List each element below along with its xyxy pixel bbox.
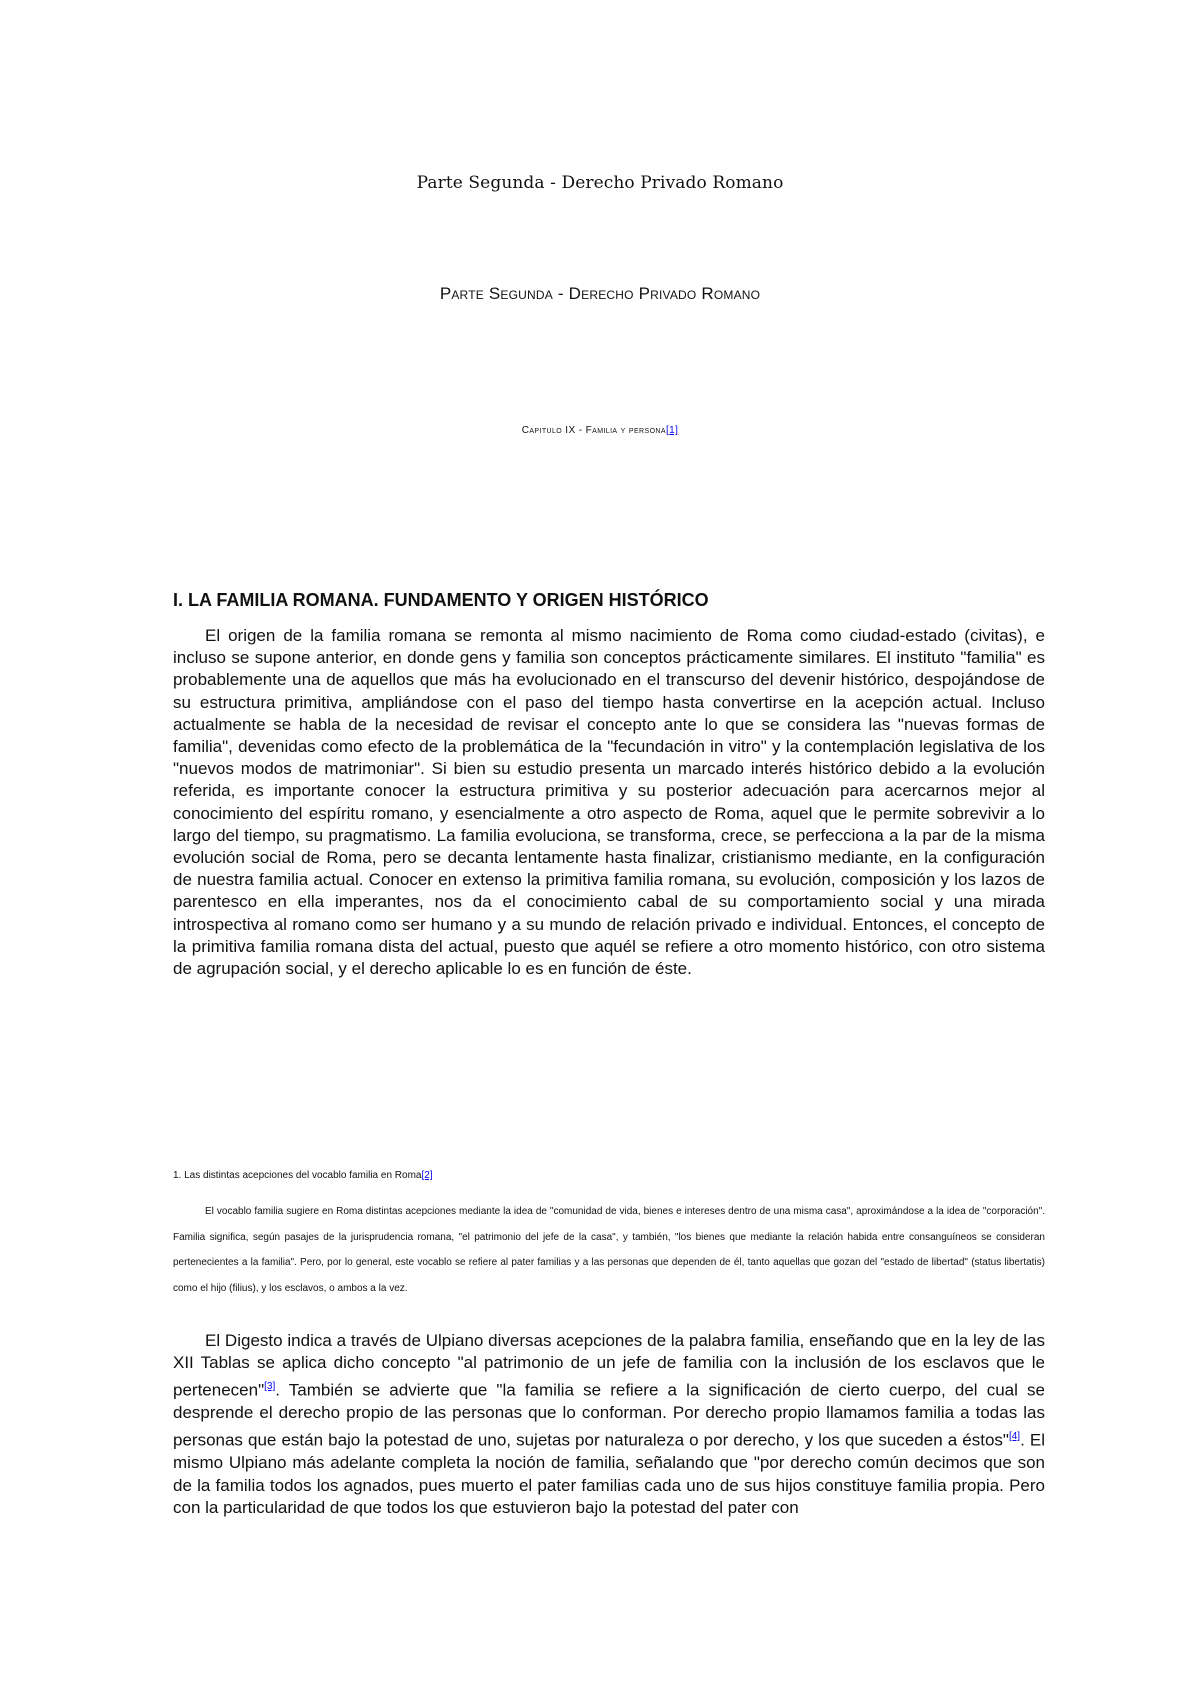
running-head: Parte Segunda - Derecho Privado Romano (416, 173, 784, 193)
subsection-text: El vocablo familia sugiere en Roma distintas acepciones mediante la idea de "comunidad de vida, bienes e intereses dentro de una misma casa", aproximándose a la idea de "corporación". Familia significa, según pasajes de la jurisprudencia romana, "el patrimonio del jefe de la casa", y también, "los bienes que mediante la relación habida entre consanguíneos se consideran pertenecientes a la familia". Pero, por lo general, este vocablo se refiere al pater familias y a las personas que dependen de él, tanto aquellas que gozan del "estado de libertad" (status libertatis) como el hijo (filius), y los esclavos, o ambos a la vez. (173, 1206, 1045, 1294)
footnote-link-2[interactable]: [2] (421, 1170, 433, 1181)
chapter-title (0, 425, 1200, 436)
section-heading: I. LA FAMILIA ROMANA. FUNDAMENTO Y ORIGEN HISTÓRICO (173, 590, 709, 610)
body-paragraph-2 (173, 1330, 1045, 1519)
subsection-heading (173, 1170, 1053, 1181)
footnote-link-1[interactable]: [1] (665, 425, 679, 436)
p2-text-c: . El mismo Ulpiano más adelante completa la noción de familia, señalando que "por derecho común decimos que son de la familia todos los agnados, pues muerto el pater familias cada uno de sus hijos constituye familia propia. Pero con la particularidad de que todos los que estuvieron bajo la potestad del pater con (173, 1431, 1045, 1517)
footnote-link-3[interactable]: [3] (264, 1381, 276, 1393)
subsection-heading-text: 1. Las distintas acepciones del vocablo familia en Roma (173, 1170, 422, 1181)
body-paragraph-1: El origen de la familia romana se remonta al mismo nacimiento de Roma como ciudad-estado (civitas), e incluso se supone anterior, en donde gens y familia son conceptos prácticamente similares. El instituto "familia" es probablemente una de aquellos que más ha evolucionado en el transcurso del devenir histórico, despojándose de su estructura primitiva, ampliándose con el paso del tiempo hasta convertirse en la acepción actual. Incluso actualmente se habla de la necesidad de revisar el concepto ante lo que se considera las "nuevas formas de familia", devenidas como efecto de la problemática de la "fecundación in vitro" y la contemplación legislativa de los "nuevos modos de matrimoniar". Si bien su estudio presenta un marcado interés histórico debido a la evolución referida, es importante conocer la estructura primitiva y su posterior adecuación para acercarnos mejor al conocimiento del espíritu romano, y esencialmente a otro aspecto de Roma, aquel que le permite sobrevivir a lo largo del tiempo, su pragmatismo. La familia evoluciona, se transforma, crece, se perfecciona a la par de la misma evolución social de Roma, pero se decanta lentamente hasta finalizar, cristianismo mediante, en la configuración de nuestra familia actual. Conocer en extenso la primitiva familia romana, su evolución, composición y los lazos de parentesco en ella imperantes, nos da el conocimiento cabal de su comportamiento social y una mirada introspectiva al romano como ser humano y a su mundo de relación privado e individual. Entonces, el concepto de la primitiva familia romana dista del actual, puesto que aquél se refiere a otro momento histórico, con otro sistema de agrupación social, y el derecho aplicable lo es en función de éste. (173, 626, 1045, 979)
chapter-title-text: Capitulo IX - Familia y persona (521, 425, 666, 436)
p2-text-b: . También se advierte que "la familia se refiere a la significación de cierto cuerpo, del cual se desprende el derecho propio de las personas que lo conforman. Por derecho propio llamamos familia a todas las personas que están bajo la potestad de uno, sujetas por naturaleza o por derecho, y los que suceden a éstos" (173, 1381, 1045, 1451)
part-title: Parte Segunda - Derecho Privado Romano (439, 284, 761, 303)
footnote-link-4[interactable]: [4] (1008, 1431, 1021, 1443)
p2-text-a: El Digesto indica a través de Ulpiano diversas acepciones de la palabra familia, enseñando que en la ley de las XII Tablas se aplica dicho concepto "al patrimonio de un jefe de familia con la inclusión de los esclavos que le pertenecen" (173, 1331, 1045, 1401)
